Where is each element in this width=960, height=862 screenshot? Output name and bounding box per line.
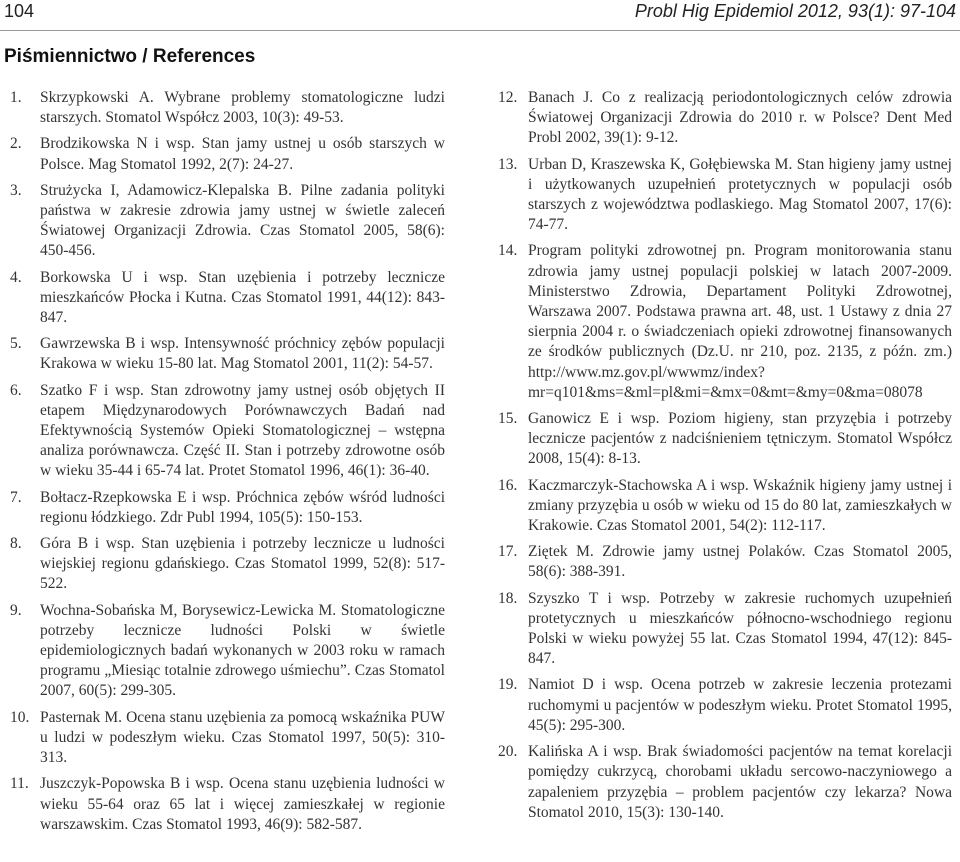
reference-number: 3. [10,181,22,199]
references-column-right [498,88,952,829]
reference-item [498,88,952,149]
reference-item [498,241,952,403]
reference-item [10,708,445,769]
page-header [0,0,960,31]
reference-number: 20. [498,743,518,761]
reference-number: 17. [498,543,518,561]
reference-number: 19. [498,676,518,694]
reference-text: Brodzikowska N i wsp. Stan jamy ustnej u osób starszych w Polsce. Mag Stomatol 1992, 2(7): 24-27. [40,135,445,173]
reference-number: 13. [498,155,518,173]
reference-text: Góra B i wsp. Stan uzębienia i potrzeby lecznicze u ludności wiejskiej regionu gdańskiego. Czas Stomatol 1999, 52(8): 517-522. [40,535,445,593]
reference-number: 1. [10,89,22,106]
reference-item [498,589,952,670]
reference-number: 15. [498,410,518,428]
reference-item [498,542,952,582]
reference-item [10,334,445,374]
reference-number: 4. [10,268,22,286]
journal-citation: Probl Hig Epidemiol 2012, 93(1): 97-104 [634,1,956,21]
reference-text: Kalińska A i wsp. Brak świadomości pacjentów na temat korelacji pomiędzy cukrzycą, chorobami układu sercowo-naczyniowego a zapaleniem przyzębia – problem pacjentów czy lekarza? Nowa Stomatol 2010, 15(3): 130-140. [528,743,952,821]
reference-text: Namiot D i wsp. Ocena potrzeb w zakresie leczenia protezami ruchomymi u pacjentów w podeszłym wieku. Protet Stomatol 1995, 45(5): 295-300. [528,676,952,734]
page-number: 104 [4,1,35,21]
references-column-left [10,88,445,841]
reference-text: Ganowicz E i wsp. Poziom higieny, stan przyzębia i potrzeby lecznicze pacjentów z nadciśnieniem tętniczym. Stomatol Współcz 2008, 15(4): 8-13. [528,410,952,468]
reference-number: 11. [10,775,29,793]
reference-text: Banach J. Co z realizacją periodontologicznych celów zdrowia Światowej Organizacji Zdrowia do 2010 r. w Polsce? Dent Med Probl 2002, 39(1): 9-12. [528,89,952,147]
reference-item [10,601,445,702]
reference-item [498,675,952,736]
reference-text: Bołtacz-Rzepkowska E i wsp. Próchnica zębów wśród ludności regionu łódzkiego. Zdr Publ 1994, 105(5): 150-153. [40,488,445,526]
reference-text: Pasternak M. Ocena stanu uzębienia za pomocą wskaźnika PUW u ludzi w podeszłym wieku. Czas Stomatol 1997, 50(5): 310-313. [40,708,445,767]
reference-item [498,476,952,537]
reference-number: 5. [10,335,22,353]
reference-number: 2. [10,135,22,153]
reference-item [10,534,445,595]
reference-text: Szyszko T i wsp. Potrzeby w zakresie ruchomych uzupełnień protetycznych u mieszkańców północno-wschodniego regionu Polski w wieku powyżej 55 lat. Czas Stomatol 1994, 47(12): 845-847. [528,589,952,668]
reference-item [10,488,445,528]
reference-item [10,134,445,174]
reference-number: 16. [498,476,518,494]
reference-item [10,88,445,128]
reference-number: 7. [10,488,22,506]
reference-number: 12. [498,89,518,106]
reference-number: 8. [10,535,22,553]
reference-text: Urban D, Kraszewska K, Gołębiewska M. Stan higieny jamy ustnej i użytkowanych uzupełnień protetycznych w populacji osób starszych z województwa podlaskiego. Mag Stomatol 2007, 17(6): 74-77. [528,155,952,234]
reference-number: 14. [498,242,518,260]
reference-item [498,742,952,823]
reference-item [498,409,952,470]
reference-number: 18. [498,589,518,607]
reference-item [10,181,445,262]
reference-number: 6. [10,381,22,399]
reference-item [10,381,445,482]
reference-text: Szatko F i wsp. Stan zdrowotny jamy ustnej osób objętych II etapem Międzynarodowych Porównawczych Badań nad Efektywnością Systemów Opieki Stomatologicznej – wstępna analiza porównawcza. Część II. Stan i potrzeby zdrowotne osób w wieku 35-44 i 65-74 lat. Protet Stomatol 1996, 46(1): 36-40. [40,381,445,480]
reference-number: 10. [10,708,30,726]
reference-text: Program polityki zdrowotnej pn. Program monitorowania stanu zdrowia jamy ustnej populacji polskiej w latach 2007-2009. Ministerstwo Zdrowia, Departament Polityki Zdrowotnej, Warszawa 2007. Podstawa prawna art. 48, ust. 1 Ustawy z dnia 27 sierpnia 2004 r. o świadczeniach opieki zdrowotnej finansowanych ze środków publicznych (Dz.U. nr 210, poz. 2135, z późn. zm.) http://www.mz.gov.pl/wwwmz/index?mr=q101&ms=&ml=pl&mi=&mx=0&mt=&my=0&ma=08078 [528,242,952,401]
reference-text: Borkowska U i wsp. Stan uzębienia i potrzeby lecznicze mieszkańców Płocka i Kutna. Czas Stomatol 1991, 44(12): 843-847. [40,268,445,327]
reference-text: Wochna-Sobańska M, Borysewicz-Lewicka M. Stomatologiczne potrzeby lecznicze ludności Polski w świetle epidemiologicznych badań wykonanych w 2003 roku w ramach programu „Miesiąc totalnie zdrowego uśmiechu”. Czas Stomatol 2007, 60(5): 299-305. [40,601,445,700]
reference-text: Gawrzewska B i wsp. Intensywność próchnicy zębów populacji Krakowa w wieku 15-80 lat. Mag Stomatol 2001, 11(2): 54-57. [40,335,445,373]
reference-text: Kaczmarczyk-Stachowska A i wsp. Wskaźnik higieny jamy ustnej i zmiany przyzębia u osób w wieku od 15 do 80 lat, zamieszkałych w Krakowie. Czas Stomatol 2001, 54(2): 112-117. [528,476,952,535]
reference-item [498,155,952,236]
reference-item [10,774,445,835]
reference-item [10,268,445,329]
references-heading: Piśmiennictwo / References [4,46,256,67]
reference-number: 9. [10,601,22,619]
reference-text: Skrzypkowski A. Wybrane problemy stomatologiczne ludzi starszych. Stomatol Współcz 2003, 10(3): 49-53. [40,89,445,127]
reference-text: Strużycka I, Adamowicz-Klepalska B. Pilne zadania polityki państwa w zakresie zdrowia jamy ustnej w świetle zaleceń Światowej Organizacji Zdrowia. Czas Stomatol 2005, 58(6): 450-456. [40,181,445,260]
reference-text: Ziętek M. Zdrowie jamy ustnej Polaków. Czas Stomatol 2005, 58(6): 388-391. [528,543,952,581]
reference-text: Juszczyk-Popowska B i wsp. Ocena stanu uzębienia ludności w wieku 55-64 oraz 65 lat i więcej zamieszkałej w regionie warszawskim. Czas Stomatol 1993, 46(9): 582-587. [40,775,445,833]
